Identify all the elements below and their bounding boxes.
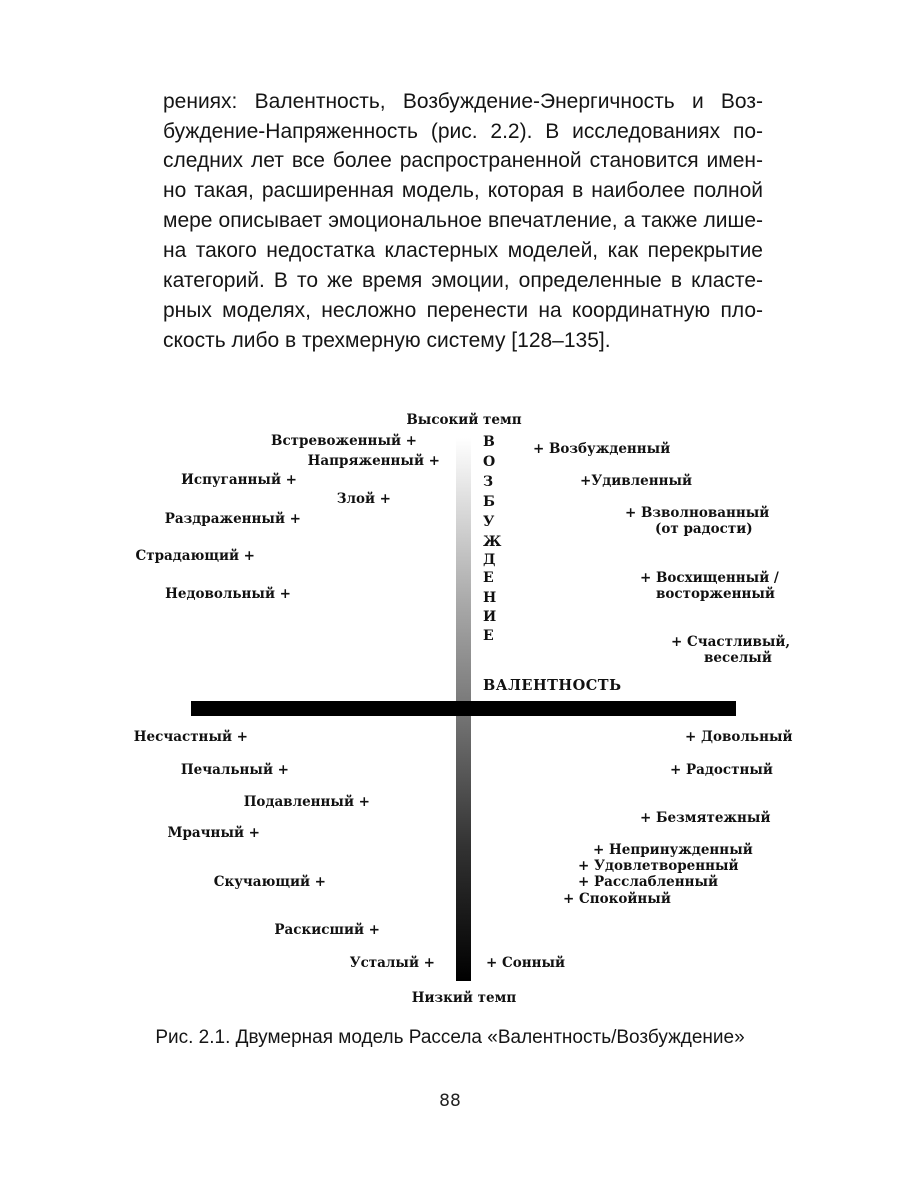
high-arousal-label: Высокий темп — [406, 412, 522, 428]
axis-letter: Ж — [483, 534, 502, 550]
emotion-label: + Удовлетворенный — [578, 858, 739, 874]
text-line: рных моделях, несложно перенести на координатную пло- — [163, 299, 763, 322]
emotion-label: + Безмятежный — [640, 810, 771, 826]
emotion-label: Скучающий + — [213, 874, 326, 890]
emotion-label: + Взволнованный — [625, 505, 770, 521]
emotion-label: +Удивленный — [580, 473, 693, 489]
low-arousal-label: Низкий темп — [411, 990, 517, 1006]
text-line: следних лет все более распространенной становится имен- — [163, 149, 763, 172]
emotion-label: Печальный + — [180, 762, 289, 778]
emotion-label: + Возбужденный — [533, 441, 671, 457]
emotion-label: Напряженный + — [307, 453, 440, 469]
axis-letter: Н — [483, 590, 497, 606]
emotion-label: веселый — [704, 650, 772, 666]
valence-axis — [191, 701, 736, 716]
text-line: скость либо в трехмерную систему [128–135]. — [163, 329, 611, 352]
emotion-label: Страдающий + — [135, 548, 255, 564]
emotion-label: Мрачный + — [167, 825, 260, 841]
emotion-label: Усталый + — [349, 955, 435, 971]
text-line: рениях: Валентность, Возбуждение-Энергичность и Воз- — [163, 90, 763, 113]
emotion-label: + Спокойный — [563, 891, 671, 907]
page-number: 88 — [439, 1091, 461, 1111]
emotion-label: Встревоженный + — [271, 433, 417, 449]
text-line: на такого недостатка кластерных моделей, как перекрытие — [163, 239, 763, 262]
emotion-label: + Сонный — [486, 955, 566, 971]
emotion-label: + Радостный — [670, 762, 773, 778]
axis-letter: В — [483, 434, 495, 450]
text-line: категорий. В то же время эмоции, определенные в класте- — [163, 269, 763, 292]
figure-caption: Рис. 2.1. Двумерная модель Рассела «Валентность/Возбуждение» — [155, 1027, 745, 1048]
axis-letter: О — [483, 454, 496, 470]
axis-letter: Б — [483, 494, 495, 510]
axis-letter: И — [483, 609, 497, 625]
emotion-label: + Довольный — [685, 729, 793, 745]
axis-letter: У — [483, 514, 495, 530]
emotion-label: Раскисший + — [274, 922, 380, 938]
axis-letter: З — [483, 474, 494, 490]
emotion-label: Подавленный + — [243, 794, 370, 810]
emotion-label: Злой + — [336, 491, 391, 507]
text-line: буждение-Напряженность (рис. 2.2). В исследованиях по- — [163, 120, 763, 143]
emotion-label: + Непринужденный — [593, 842, 753, 858]
axis-letter: Е — [483, 570, 494, 586]
text-line: мере описывает эмоциональное впечатление, а также лише- — [163, 209, 763, 232]
emotion-label: Несчастный + — [133, 729, 248, 745]
axis-letter: Д — [483, 552, 496, 568]
text-line: но такая, расширенная модель, которая в наиболее полной — [163, 179, 763, 202]
emotion-label: Раздраженный + — [164, 511, 301, 527]
emotion-label: (от радости) — [655, 521, 753, 537]
emotion-label: + Восхищенный / — [640, 570, 779, 586]
emotion-label: + Счастливый, — [671, 634, 791, 650]
axis-letter: Е — [483, 628, 494, 644]
emotion-label: Недовольный + — [165, 586, 291, 602]
emotion-label: + Расслабленный — [578, 874, 719, 890]
valence-label: ВАЛЕНТНОСТЬ — [483, 677, 622, 694]
emotion-label: Испуганный + — [181, 472, 297, 488]
emotion-label: восторженный — [656, 586, 775, 602]
